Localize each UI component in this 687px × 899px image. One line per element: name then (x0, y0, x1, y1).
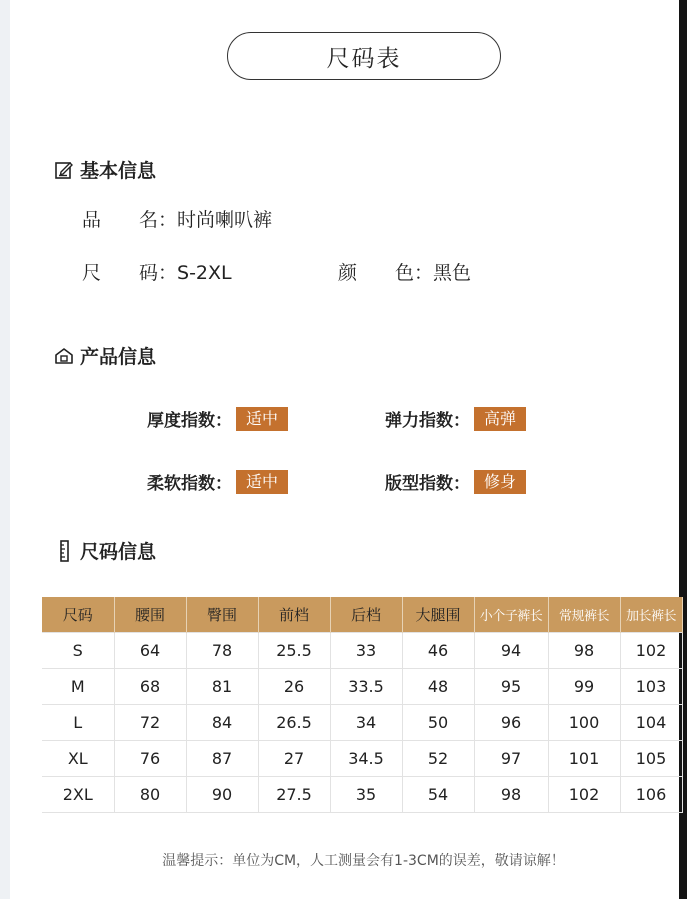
table-cell: 33 (330, 633, 402, 669)
measurement-note: 温馨提示：单位为CM，人工测量会有1-3CM的误差，敬请谅解！ (162, 853, 565, 869)
table-cell: 94 (474, 633, 548, 669)
table-cell: 98 (474, 777, 548, 813)
table-cell: 90 (186, 777, 258, 813)
table-cell: 103 (620, 669, 682, 705)
table-cell: XL (42, 741, 114, 777)
table-cell: 95 (474, 669, 548, 705)
table-cell: 35 (330, 777, 402, 813)
product-color-row (338, 258, 471, 285)
table-cell: 72 (114, 705, 186, 741)
table-cell: 76 (114, 741, 186, 777)
table-cell: 102 (548, 777, 620, 813)
product-size-label: 尺 码： (82, 262, 178, 284)
product-info-heading (54, 342, 156, 369)
table-cell: 25.5 (258, 633, 330, 669)
attr-label: 厚度指数： (147, 411, 232, 431)
attr-value-badge: 适中 (236, 407, 288, 431)
product-size-row (82, 258, 232, 285)
size-table (42, 597, 683, 813)
table-cell: 50 (402, 705, 474, 741)
table-cell: 78 (186, 633, 258, 669)
column-header: 大腿围 (402, 597, 474, 633)
column-header: 腰围 (114, 597, 186, 633)
attr-value-badge: 适中 (236, 470, 288, 494)
table-cell: 104 (620, 705, 682, 741)
table-cell: M (42, 669, 114, 705)
table-cell: 34 (330, 705, 402, 741)
left-border-strip (0, 0, 10, 899)
attr-fit (385, 469, 526, 494)
table-cell: 100 (548, 705, 620, 741)
ruler-icon (54, 540, 74, 562)
column-header: 臀围 (186, 597, 258, 633)
table-cell: 81 (186, 669, 258, 705)
table-cell: 26.5 (258, 705, 330, 741)
size-info-title: 尺码信息 (80, 541, 157, 563)
table-cell: 105 (620, 741, 682, 777)
table-row (42, 669, 682, 705)
table-cell: 97 (474, 741, 548, 777)
column-header: 常规裤长 (548, 597, 620, 633)
attr-label: 版型指数： (385, 474, 470, 494)
table-cell: 27.5 (258, 777, 330, 813)
home-icon (54, 346, 74, 366)
column-header: 小个子裤长 (474, 597, 548, 633)
product-name-row (82, 205, 272, 232)
table-cell: L (42, 705, 114, 741)
product-color-value: 黑色 (433, 262, 472, 284)
table-row (42, 705, 682, 741)
product-name-label: 品 名： (82, 209, 178, 231)
basic-info-heading (54, 156, 156, 183)
table-row (42, 741, 682, 777)
table-cell: 48 (402, 669, 474, 705)
attr-thickness (147, 406, 288, 431)
table-cell: 54 (402, 777, 474, 813)
attr-value-badge: 高弹 (474, 407, 526, 431)
size-info-heading (54, 537, 156, 564)
table-cell: 2XL (42, 777, 114, 813)
table-cell: 33.5 (330, 669, 402, 705)
table-cell: 80 (114, 777, 186, 813)
edit-icon (54, 160, 74, 180)
table-cell: 27 (258, 741, 330, 777)
table-cell: 106 (620, 777, 682, 813)
basic-info-title: 基本信息 (80, 160, 157, 182)
table-cell: 46 (402, 633, 474, 669)
table-cell: 96 (474, 705, 548, 741)
product-info-title: 产品信息 (80, 346, 157, 368)
product-size-value: S-2XL (177, 262, 232, 284)
attr-value-badge: 修身 (474, 470, 526, 494)
attr-elasticity (385, 406, 526, 431)
attr-label: 弹力指数： (385, 411, 470, 431)
table-row (42, 777, 682, 813)
table-cell: 87 (186, 741, 258, 777)
table-cell: 52 (402, 741, 474, 777)
table-cell: S (42, 633, 114, 669)
table-cell: 101 (548, 741, 620, 777)
table-cell: 98 (548, 633, 620, 669)
attr-label: 柔软指数： (147, 474, 232, 494)
table-cell: 99 (548, 669, 620, 705)
column-header: 前档 (258, 597, 330, 633)
table-cell: 26 (258, 669, 330, 705)
table-cell: 84 (186, 705, 258, 741)
product-color-label: 颜 色： (338, 262, 434, 284)
column-header: 加长裤长 (620, 597, 682, 633)
table-header-row (42, 597, 682, 633)
table-cell: 64 (114, 633, 186, 669)
table-cell: 102 (620, 633, 682, 669)
attr-softness (147, 469, 288, 494)
table-cell: 34.5 (330, 741, 402, 777)
column-header: 尺码 (42, 597, 114, 633)
product-name-value: 时尚喇叭裤 (177, 209, 273, 231)
table-row (42, 633, 682, 669)
table-cell: 68 (114, 669, 186, 705)
page-title: 尺码表 (227, 32, 501, 80)
column-header: 后档 (330, 597, 402, 633)
